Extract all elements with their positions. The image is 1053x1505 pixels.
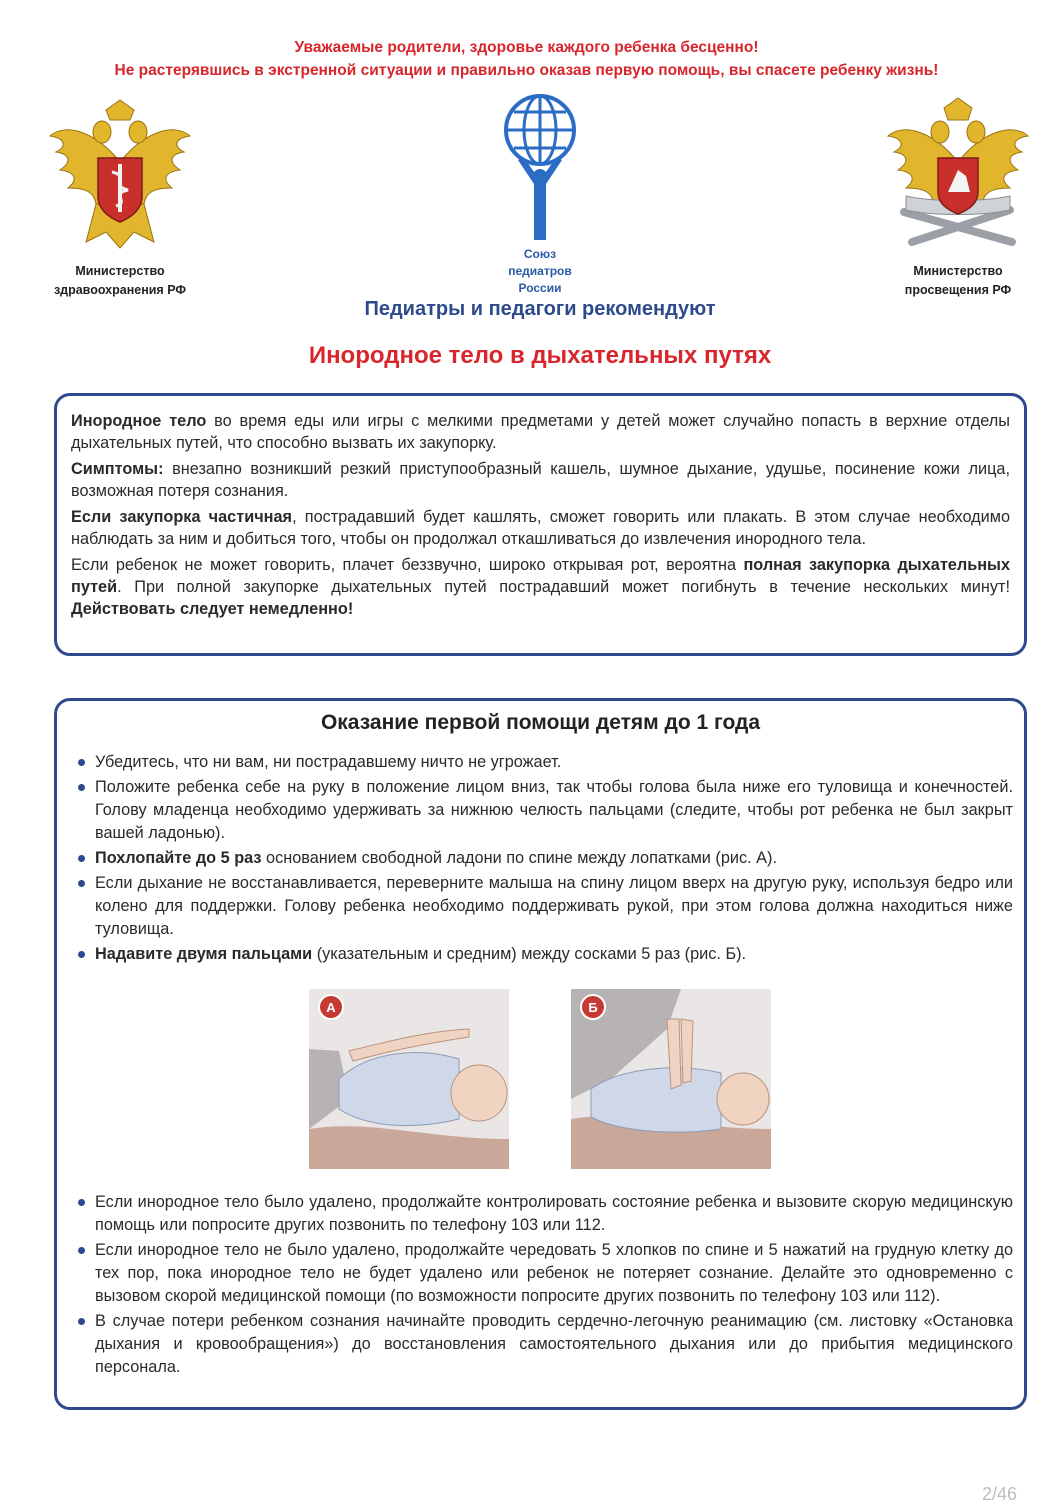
info-paragraph-full: Если ребенок не может говорить, плачет беззвучно, широко открывая рот, вероятна полная закупорка дыхательных путей. При полной закупорке дыхательных путей пострадавший может погибнуть в течение нескольких минут! Действовать следует немедленно! — [71, 556, 1010, 618]
list-item: Если дыхание не восстанавливается, переверните малыша на спину лицом вверх на другую руку, используя бедро или колено для поддержки. Голову ребенка необходимо поддерживать рукой, при этом голова должна находиться ниже туловища. — [73, 872, 1013, 941]
info-paragraph-symptoms: Симптомы: внезапно возникший резкий приступообразный кашель, шумное дыхание, удушье, посинение кожи лица, возможная потеря сознания. — [71, 460, 1010, 500]
list-item: Если инородное тело было удалено, продолжайте контролировать состояние ребенка и вызовите скорую медицинскую помощь или попросите других позвонить по телефону 103 или 112. — [73, 1191, 1013, 1237]
subtitle: Педиатры и педагоги рекомендуют — [364, 298, 716, 320]
top-warning — [0, 36, 1053, 82]
label-b: Б — [588, 1000, 598, 1015]
ministry-education-label: Министерство просвещения РФ — [904, 264, 1012, 297]
chest-thrusts-illustration-icon — [571, 989, 771, 1169]
back-blows-illustration-icon — [309, 989, 509, 1169]
list-item: В случае потери ребенком сознания начинайте проводить сердечно-легочную реанимацию (см. листовку «Остановка дыхания и кровообращения») до восстановления самостоятельного дыхания или до прибытия медицинского персонала. — [73, 1310, 1013, 1379]
label-a: А — [326, 1000, 336, 1015]
page-number: 2/46 — [982, 1484, 1018, 1504]
info-paragraph-partial: Если закупорка частичная, пострадавший будет кашлять, сможет говорить или плакать. В этом случае необходимо наблюдать за ним и добиться того, чтобы он продолжал откашливаться до извлечения инородного тела. — [71, 508, 1010, 548]
union-pediatricians-label: Союз педиатров России — [508, 247, 572, 295]
first-aid-box — [54, 698, 1027, 1410]
illustration-chest-thrusts — [571, 989, 771, 1169]
first-aid-title: Оказание первой помощи детям до 1 года — [320, 711, 761, 734]
info-paragraph-1: Инородное тело во время еды или игры с мелкими предметами у детей может случайно попасть в верхние отделы дыхательных путей, что способно вызвать их закупорку. — [71, 412, 1010, 452]
list-item: Надавите двумя пальцами (указательным и средним) между сосками 5 раз (рис. Б). — [73, 943, 1013, 966]
union-pediatricians-logo-icon — [500, 90, 580, 250]
list-item: Положите ребенка себе на руку в положение лицом вниз, так чтобы голова была ниже его туловища и конечностей. Голову младенца необходимо удерживать за нижнюю челюсть пальцами (следите, чтобы рот ребенка не был закрыт вашей ладонью). — [73, 776, 1013, 845]
illustration-back-blows — [309, 989, 509, 1169]
page-title: Инородное тело в дыхательных путях — [308, 342, 772, 369]
warning-line-2: Не растерявшись в экстренной ситуации и правильно оказав первую помощь, вы спасете ребенку жизнь! — [114, 62, 939, 79]
list-item: Если инородное тело не было удалено, продолжайте чередовать 5 хлопков по спине и 5 нажатий на грудную клетку до тех пор, пока инородное тело не будет удалено или ребенок не потеряет сознание. Делайте это одновременно с вызовом скорой медицинской помощи (по возможности попросите других позвонить по телефону 103 или 112). — [73, 1239, 1013, 1308]
ministry-health-label: Министерство здравоохранения РФ — [53, 264, 187, 297]
first-aid-steps-list — [73, 751, 1013, 968]
info-box — [54, 393, 1027, 656]
first-aid-followup-list — [73, 1191, 1013, 1381]
ministry-health-emblem-icon — [46, 92, 194, 250]
list-item: Убедитесь, что ни вам, ни пострадавшему ничто не угрожает. — [73, 751, 1013, 774]
ministry-education-emblem-icon — [882, 92, 1034, 250]
list-item: Похлопайте до 5 раз основанием свободной ладони по спине между лопатками (рис. А). — [73, 847, 1013, 870]
warning-line-1: Уважаемые родители, здоровье каждого ребенка бесценно! — [294, 39, 759, 56]
